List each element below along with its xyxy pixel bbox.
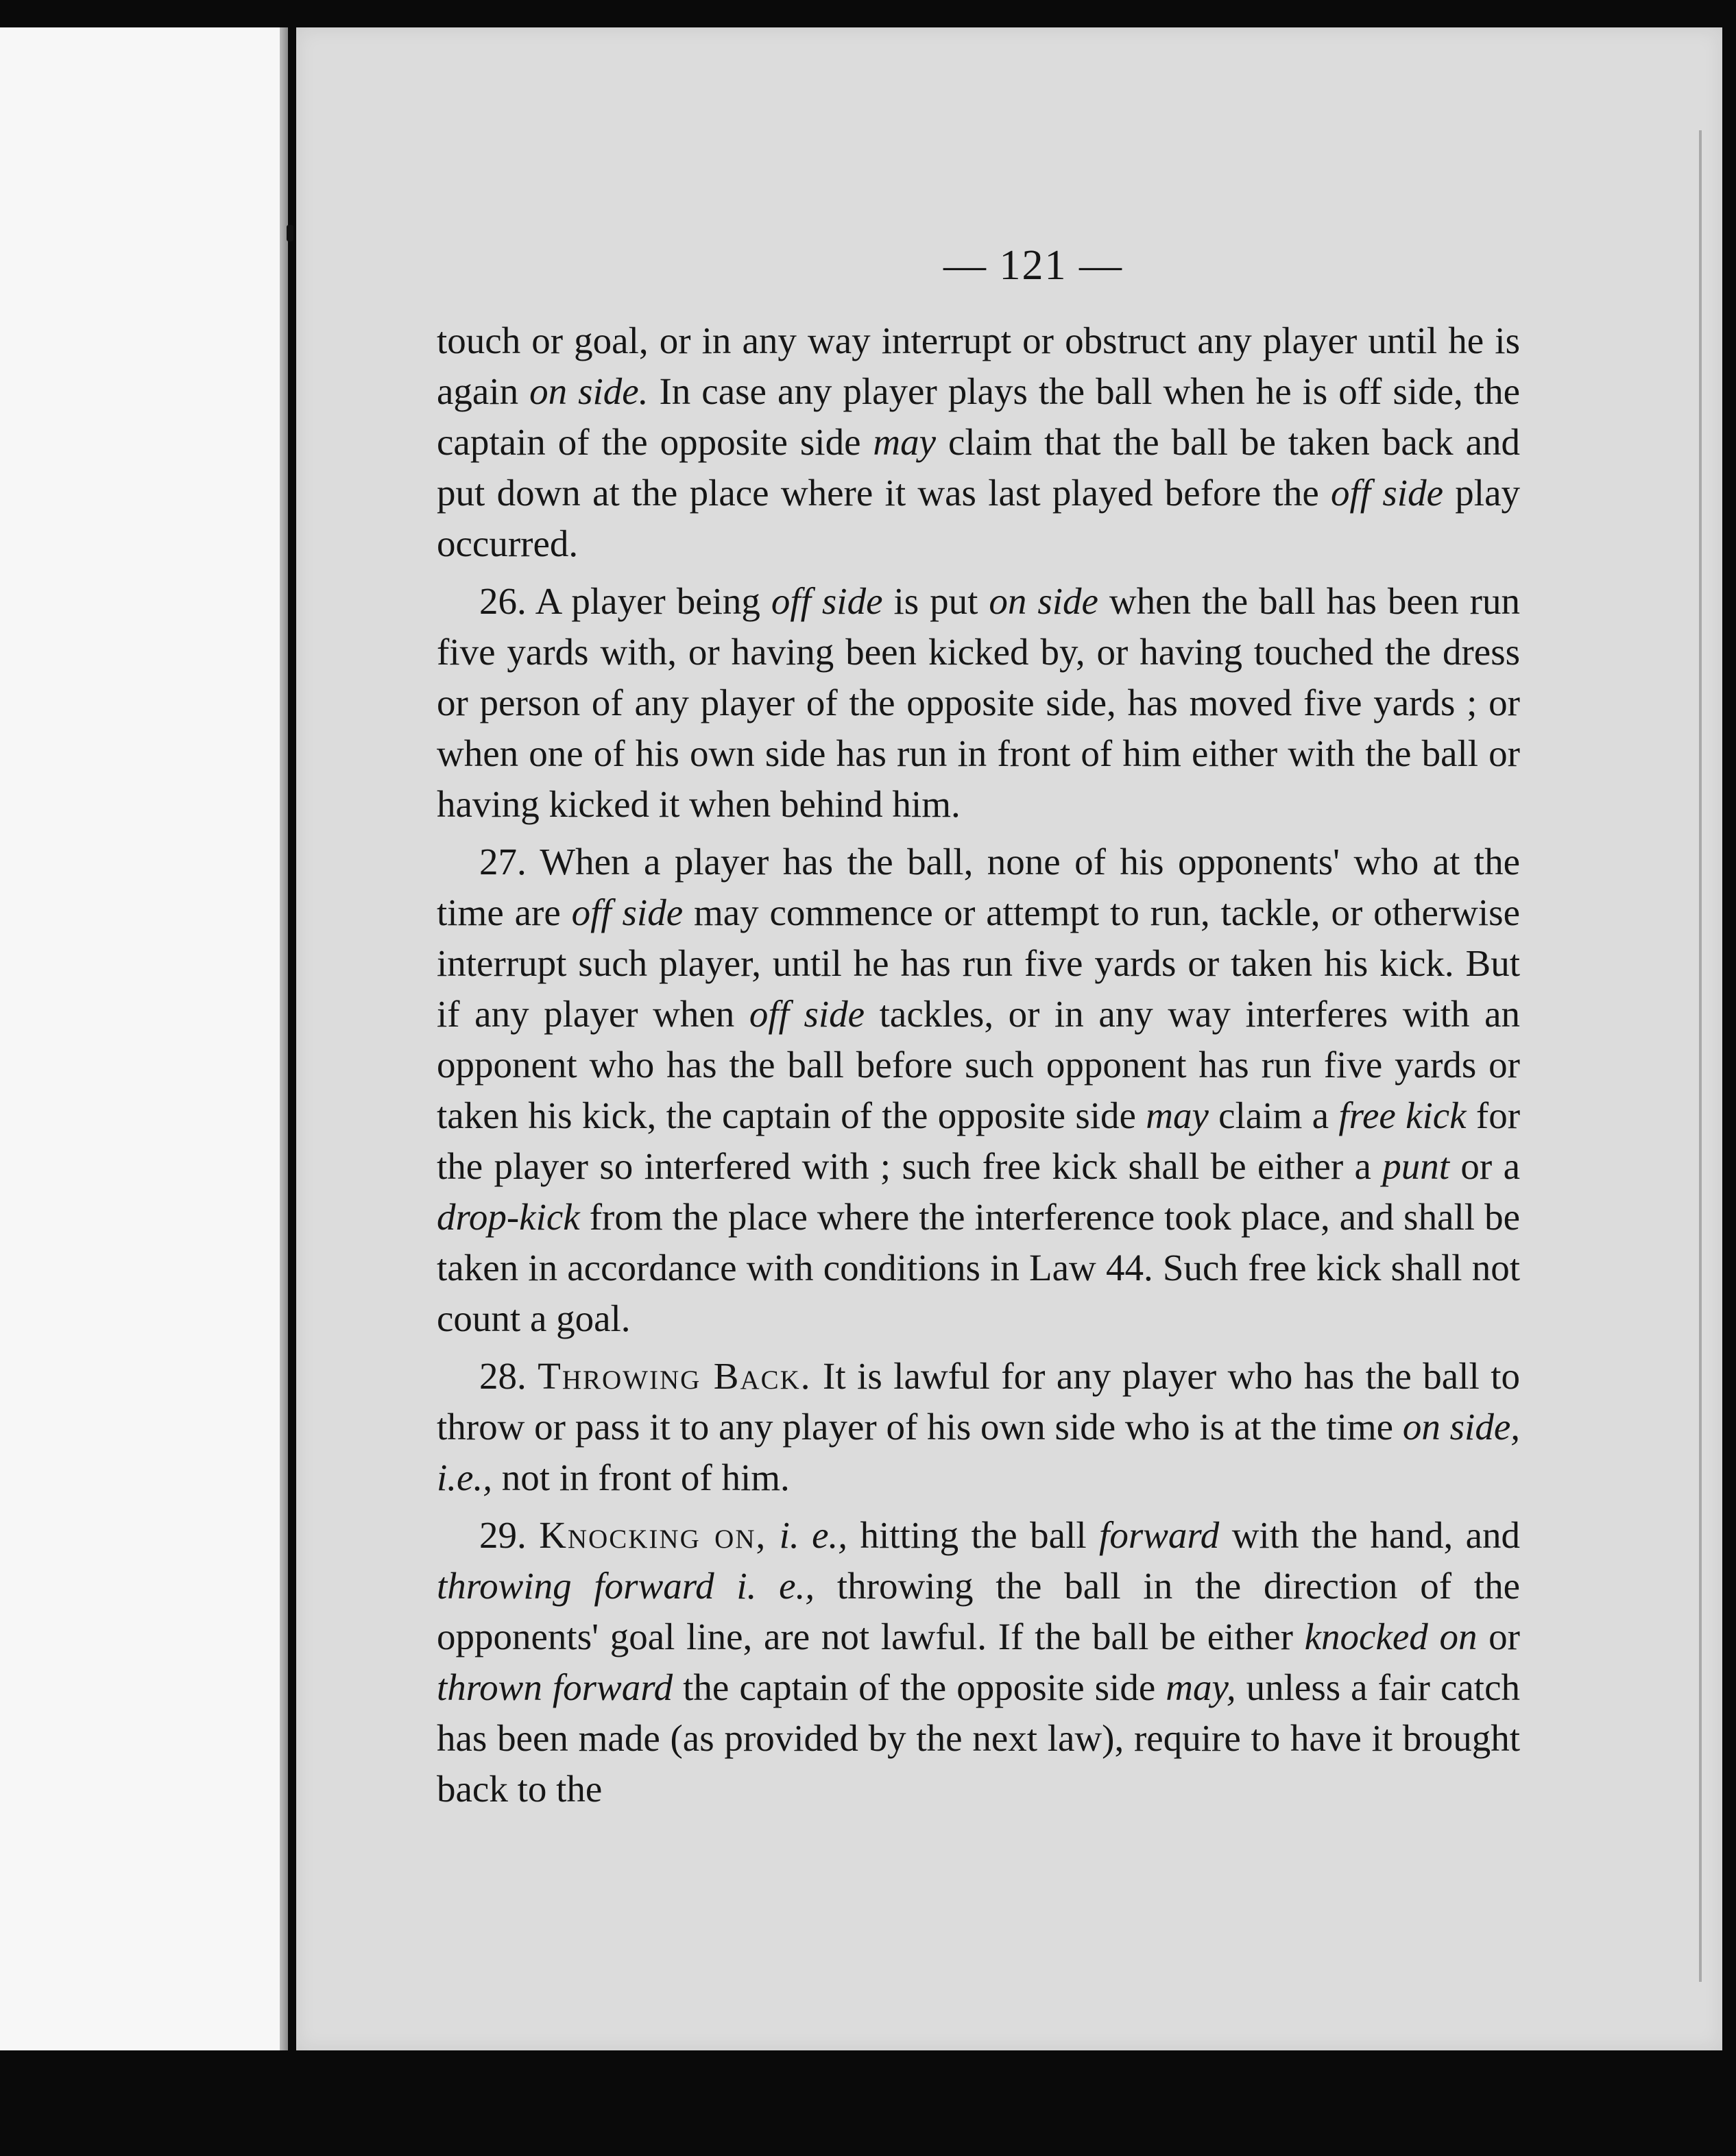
italic-run: on side. (529, 370, 649, 412)
text-run: play occurred. (437, 472, 1520, 564)
text-run: when the ball has been run five yards with, or having been kicked by, or having touched the dress or person of any player of the opposite side, has moved five yards ; or when one of his own side has run in front of him either with the ball or having kicked it when behind him. (437, 580, 1520, 825)
text-run (767, 1514, 779, 1556)
italic-run: may, (1166, 1666, 1236, 1708)
italic-run: punt (1382, 1145, 1450, 1187)
book-page (296, 27, 1722, 2050)
italic-run: throwing forward i. e., (437, 1565, 815, 1607)
facing-page-edge (0, 27, 288, 2050)
italic-run: thrown forward (437, 1666, 673, 1708)
text-run: hitting the ball (847, 1514, 1100, 1556)
scan-border (0, 2050, 1736, 2156)
italic-run: free kick (1338, 1094, 1467, 1136)
italic-run: off side (771, 580, 883, 622)
italic-run: may (873, 421, 937, 463)
italic-run: knocked on (1304, 1616, 1478, 1657)
paragraph-law-26 (437, 576, 1520, 830)
text-run: In case any player plays the ball when he is off side, the captain of the opposite side (437, 370, 1520, 463)
italic-run: may (1146, 1094, 1209, 1136)
text-run: or (1477, 1616, 1520, 1657)
text-run: 29. (479, 1514, 540, 1556)
italic-run: drop-kick (437, 1196, 580, 1238)
italic-run: on side, i.e., (437, 1406, 1520, 1498)
text-run: tackles, or in any way interferes with an opponent who has the ball before such opponent has run five yards or taken his kick, the captain of the opposite side (437, 993, 1520, 1136)
italic-run: on side (989, 580, 1098, 622)
page-number: — 121 — (943, 242, 1123, 289)
text-run: is put (882, 580, 989, 622)
text-run: not in front of him. (492, 1457, 790, 1498)
italic-run: off side (1331, 472, 1443, 514)
italic-run: i. e., (779, 1514, 848, 1556)
text-run: from the place where the interference took place, and shall be taken in accordance with conditions in Law 44. Such free kick shall not count a goal. (437, 1196, 1520, 1339)
binding-mark (287, 225, 293, 241)
text-run: with the hand, and (1219, 1514, 1521, 1556)
text-run: throwing the ball in the direction of the opponents' goal line, are not lawful. If the ball be either (437, 1565, 1520, 1657)
text-run: may commence or attempt to run, tackle, or otherwise interrupt such player, until he has run five yards or taken his kick. But if any player when (437, 891, 1520, 1035)
italic-run: off side (749, 993, 865, 1035)
paragraph-law-27 (437, 837, 1520, 1344)
paragraph-continuation (437, 315, 1520, 569)
small-caps-run: Knocking on, (539, 1514, 767, 1556)
text-run: or a (1449, 1145, 1520, 1187)
text-run: 27. When a player has the ball, none of his opponents' who at the time are (437, 841, 1520, 933)
text-run: touch or goal, or in any way interrupt or obstruct any player until he is again (437, 320, 1520, 412)
text-run: unless a fair catch has been made (as provided by the next law), require to have it brought back to the (437, 1666, 1520, 1810)
text-run: claim a (1208, 1094, 1339, 1136)
small-caps-run: Throwing Back. (538, 1355, 812, 1397)
text-run: claim that the ball be taken back and put down at the place where it was last played before the (437, 421, 1520, 514)
italic-run: off side (571, 891, 684, 933)
text-run: 28. (479, 1355, 538, 1397)
paragraph-law-28 (437, 1351, 1520, 1503)
paragraph-law-29 (437, 1510, 1520, 1814)
text-run: It is lawful for any player who has the ball to throw or pass it to any player of his own side who is at the time (437, 1355, 1521, 1448)
italic-run: forward (1099, 1514, 1220, 1556)
page-text (437, 315, 1520, 1821)
text-run: the captain of the opposite side (673, 1666, 1166, 1708)
text-run: for the player so interfered with ; such free kick shall be either a (437, 1094, 1521, 1187)
text-run: 26. A player being (479, 580, 771, 622)
